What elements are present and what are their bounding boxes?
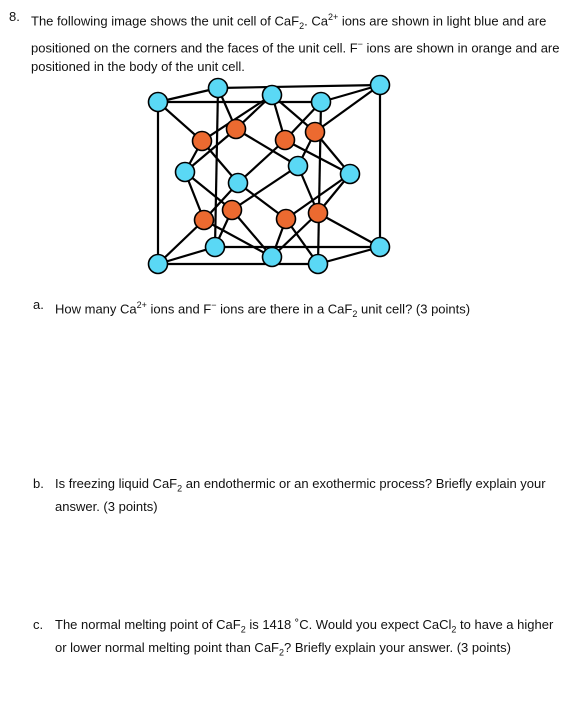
fluoride-ion: [276, 131, 295, 150]
calcium-ion: [263, 86, 282, 105]
part-c-t1: The normal melting point of CaF: [55, 617, 241, 632]
part-b-t1: Is freezing liquid CaF: [55, 476, 178, 491]
part-b-text: [55, 475, 555, 517]
part-c-sub3: 2: [279, 647, 285, 658]
part-a-sub1: 2: [352, 308, 358, 319]
part-b-letter: b.: [33, 476, 44, 491]
calcium-ion: [206, 238, 225, 257]
stem-sup-1: 2+: [327, 12, 339, 22]
calcium-ion: [309, 255, 328, 274]
stem-text-3: ions are shown in light blue and are positioned on the corners and the faces of the unit cell. F: [31, 13, 547, 56]
calcium-ion: [263, 248, 282, 267]
calcium-ion: [371, 238, 390, 257]
part-c-t2: is 1418 ˚C. Would you expect CaCl: [245, 617, 452, 632]
calcium-ion: [209, 79, 228, 98]
part-b-sub1: 2: [177, 483, 183, 494]
fluoride-ion: [227, 120, 246, 139]
lattice-bond-line: [218, 85, 380, 88]
stem-text-4: ions are shown in orange and are positioned in the body of the unit cell.: [31, 40, 560, 75]
calcium-ion: [371, 76, 390, 95]
stem-text-1: The following image shows the unit cell of CaF: [31, 13, 300, 29]
part-c-letter: c.: [33, 617, 44, 632]
fluoride-ion: [193, 132, 212, 151]
calcium-ion: [176, 163, 195, 182]
fluoride-ion: [195, 211, 214, 230]
stem-text-2: . Ca: [304, 13, 328, 29]
fluoride-ion: [306, 123, 325, 142]
unit-cell-diagram: [140, 70, 400, 280]
part-c-t4: ? Briefly explain your answer. (3 points): [284, 640, 511, 656]
part-a-sup1: 2+: [136, 300, 147, 310]
part-a-t3: ions are there in a CaF: [216, 301, 353, 317]
part-a-t2: ions and F: [146, 301, 212, 317]
fluoride-ion: [223, 201, 242, 220]
part-a-t1: How many Ca: [55, 301, 137, 317]
calcium-ion: [149, 93, 168, 112]
calcium-ion: [289, 157, 308, 176]
calcium-ion: [229, 174, 248, 193]
question-number: 8.: [9, 9, 20, 24]
calcium-ion: [149, 255, 168, 274]
part-c-sub1: 2: [240, 624, 246, 635]
calcium-ion: [312, 93, 331, 112]
part-a-t4: unit cell? (3 points): [357, 301, 471, 317]
part-c-sub2: 2: [451, 624, 457, 635]
calcium-ion: [341, 165, 360, 184]
part-c-text: [55, 616, 555, 662]
fluoride-ion: [309, 204, 328, 223]
stem-sub-1: 2: [299, 20, 305, 31]
part-a-letter: a.: [33, 297, 44, 312]
question-stem: [31, 8, 561, 77]
fluoride-ion: [277, 210, 296, 229]
part-a-sup2: −: [211, 300, 217, 310]
part-b-t2: an endothermic or an exothermic process? Briefly explain your answer. (3 points): [55, 476, 546, 515]
lattice-bond-line: [215, 88, 218, 247]
part-c-t3: to have a higher or lower normal melting point than CaF: [55, 617, 554, 656]
stem-sup-2: −: [357, 39, 363, 50]
part-a-text: [55, 296, 555, 323]
lattice-bond-line: [318, 213, 380, 247]
